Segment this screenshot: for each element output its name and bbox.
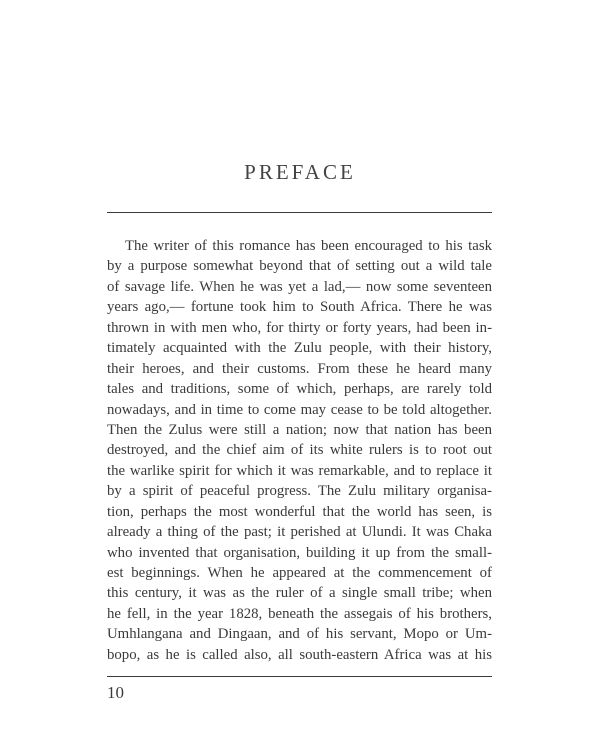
text-line: Umhlangana and Dingaan, and of his servant, Mopo or Um- [107, 626, 492, 643]
text-line: bopo, as he is called also, all south-eastern Africa was at his [107, 646, 492, 663]
text-line: who invented that organisation, building it up from the small- [107, 544, 492, 561]
page-number: 10 [107, 683, 124, 702]
text-line: thrown in with men who, for thirty or forty years, had been in- [107, 319, 492, 336]
text-line: tion, perhaps the most wonderful that the world has seen, is [107, 503, 492, 520]
bottom-divider [107, 676, 492, 677]
text-line: he fell, in the year 1828, beneath the assegais of his brothers, [107, 605, 492, 622]
text-line: by a spirit of peaceful progress. The Zulu military organisa- [107, 483, 492, 500]
text-line: timately acquainted with the Zulu people, with their history, [107, 340, 492, 357]
preface-body [107, 236, 492, 665]
top-divider [107, 212, 492, 213]
text-line: their heroes, and their customs. From these he heard many [107, 360, 492, 377]
text-line: years ago,— fortune took him to South Africa. There he was [107, 299, 492, 316]
text-line: Then the Zulus were still a nation; now that nation has been [107, 421, 492, 438]
text-line: already a thing of the past; it perished at Ulundi. It was Chaka [107, 524, 492, 541]
text-line: tales and traditions, some of which, perhaps, are rarely told [107, 381, 492, 398]
text-line: nowadays, and in time to come may cease to be told altogether. [107, 401, 492, 418]
text-line: this century, it was as the ruler of a single small tribe; when [107, 585, 492, 602]
text-line: by a purpose somewhat beyond that of setting out a wild tale [107, 258, 492, 275]
text-line: of savage life. When he was yet a lad,— now some seventeen [107, 278, 492, 295]
text-line: est beginnings. When he appeared at the commencement of [107, 565, 492, 581]
chapter-title: PREFACE [244, 160, 356, 184]
text-line: The writer of this romance has been encouraged to his task [125, 238, 492, 254]
text-line: destroyed, and the chief aim of its white rulers is to root out [107, 442, 492, 459]
text-line: the warlike spirit for which it was remarkable, and to replace it [107, 462, 492, 479]
